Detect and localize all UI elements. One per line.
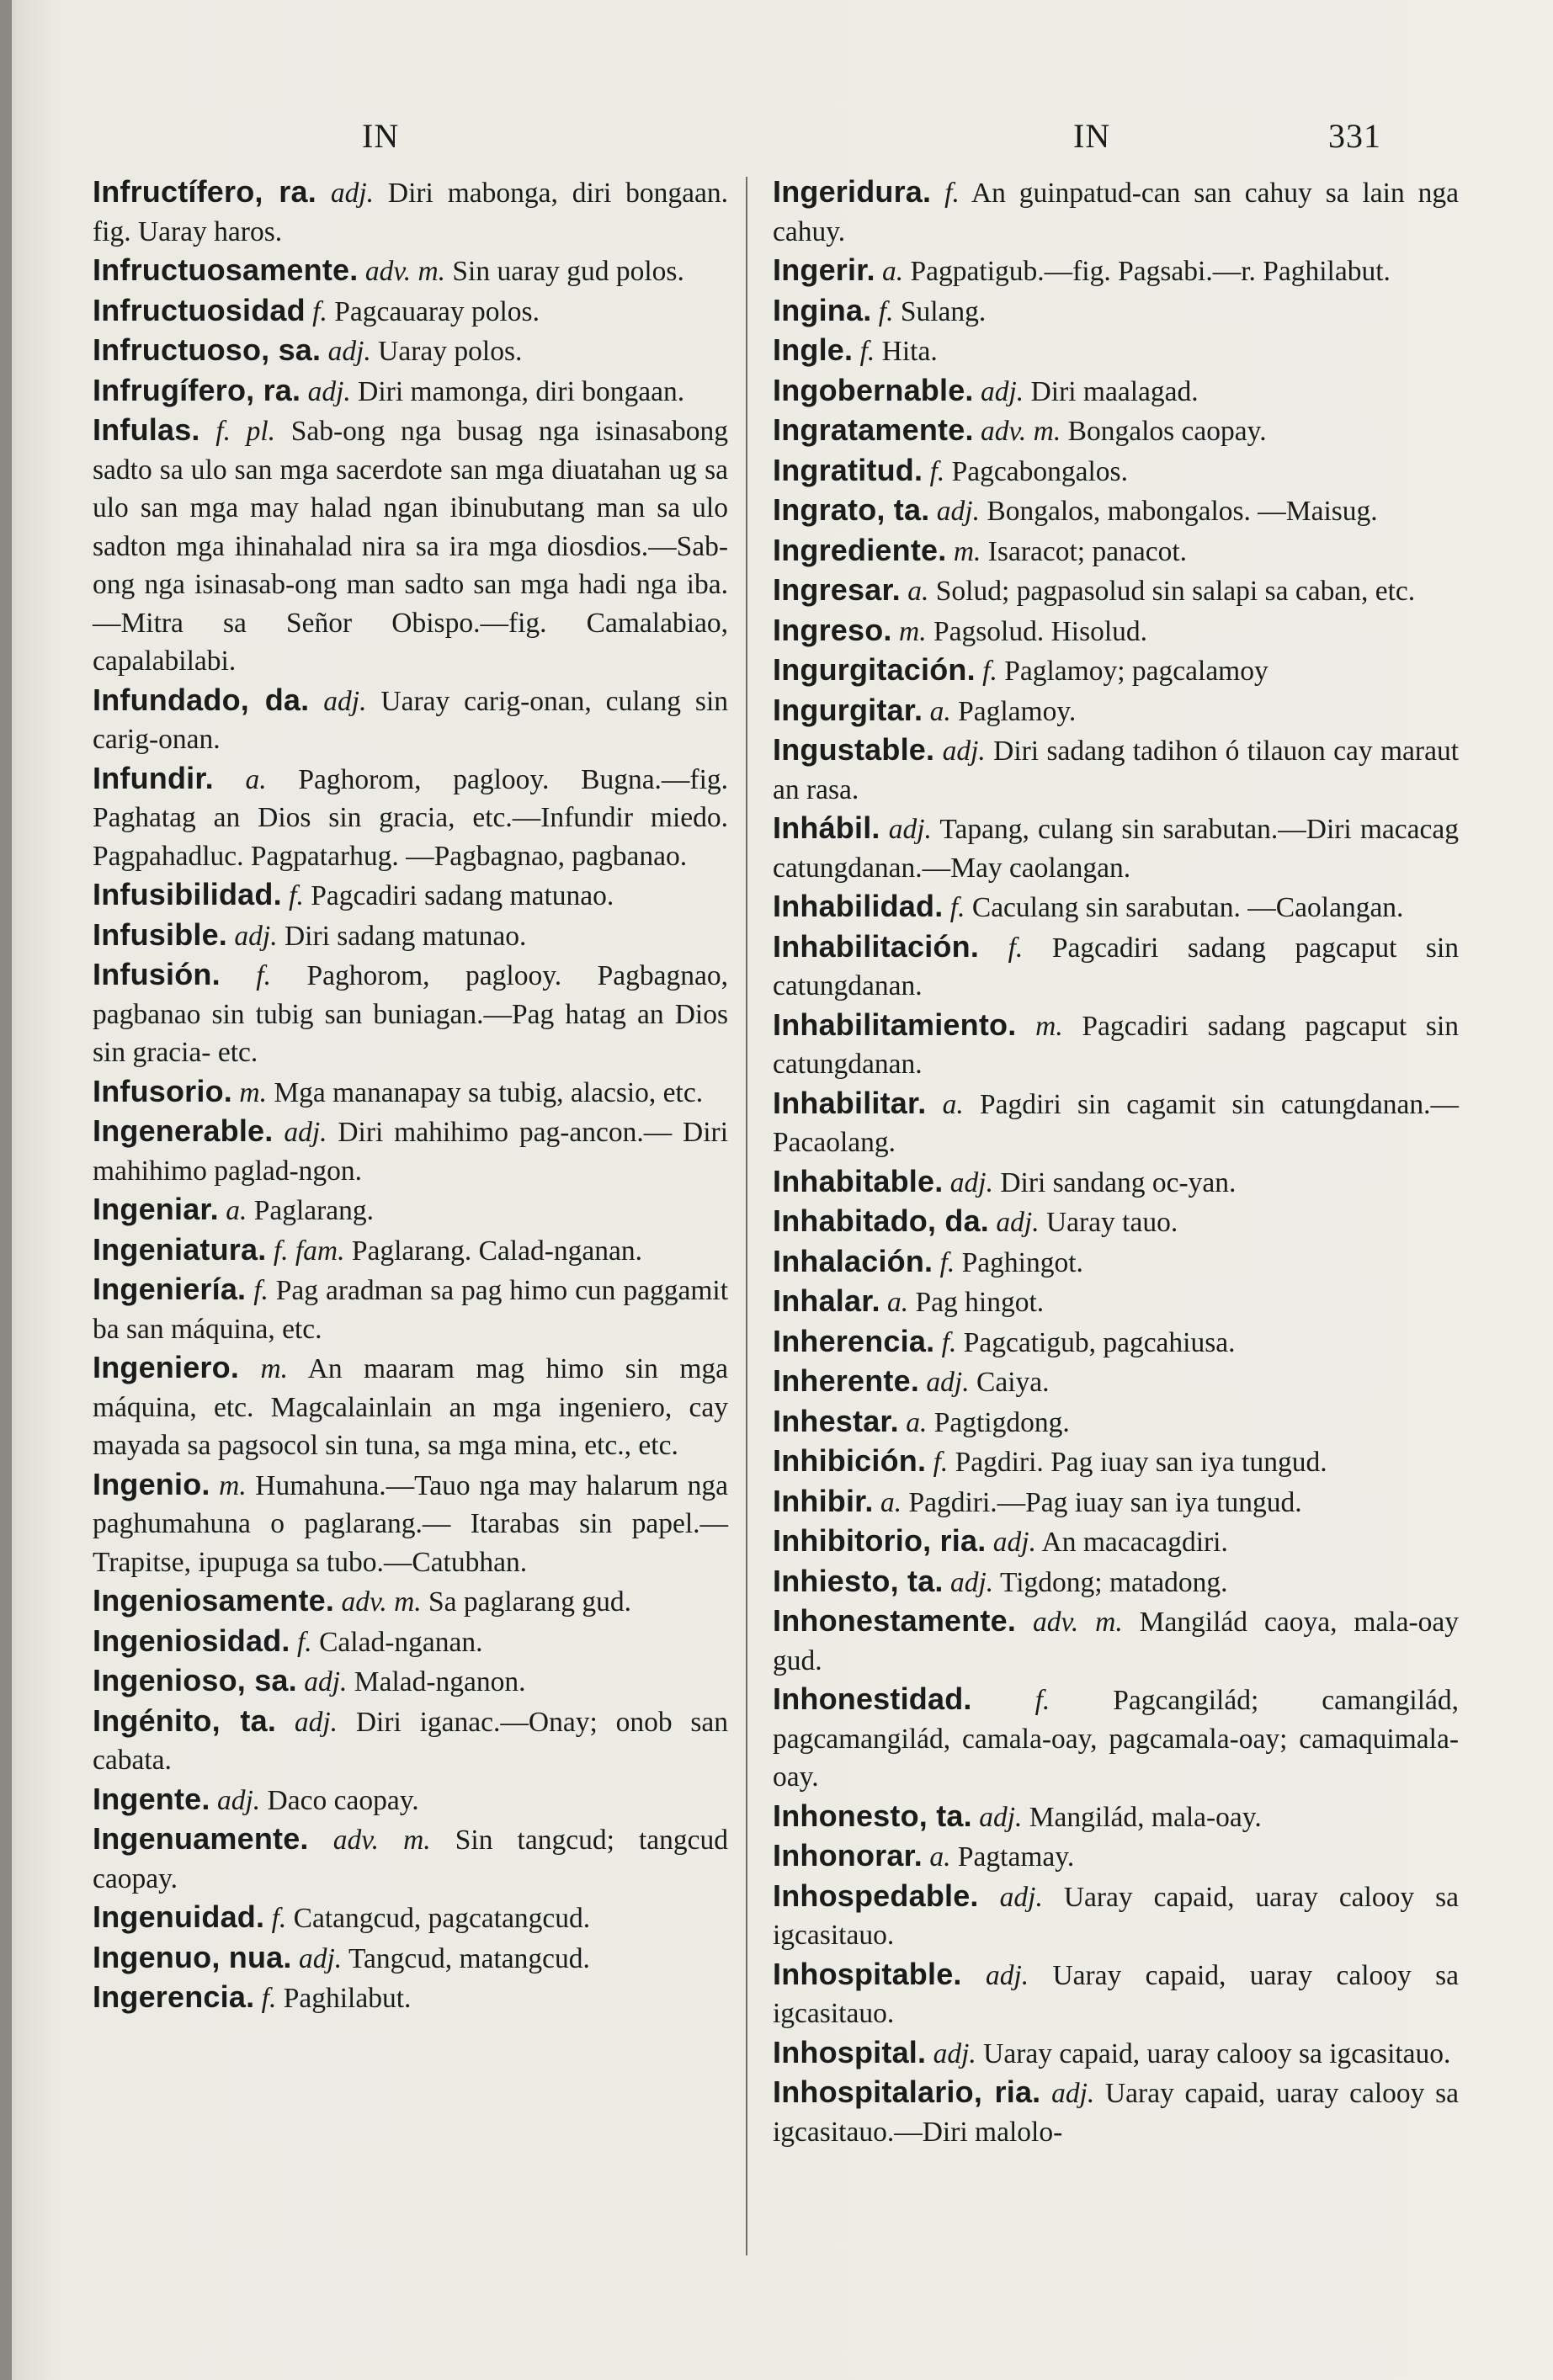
entry-definition: Pagdiri sin cagamit sin catungdanan.—Pacaolang. — [773, 1088, 1459, 1158]
entry-headword: Inhestar. — [773, 1403, 899, 1438]
entry-grammar-tag: f. — [256, 960, 271, 991]
dictionary-entry — [773, 1797, 1459, 1837]
entry-grammar-tag: adj. — [942, 736, 986, 767]
dictionary-entry — [773, 927, 1459, 1006]
entry-definition: Paglarang. — [253, 1195, 375, 1226]
dictionary-entry — [773, 1084, 1459, 1162]
entry-grammar-tag: f. — [312, 295, 327, 327]
dictionary-entry — [93, 1820, 728, 1898]
entry-grammar-tag: a. — [245, 763, 267, 795]
entry-headword: Ingeniero. — [93, 1350, 240, 1384]
entry-grammar-tag: a. — [906, 1406, 928, 1438]
dictionary-entry — [773, 1006, 1459, 1084]
entry-headword: Ingente. — [93, 1781, 210, 1816]
entry-grammar-tag: adj. — [323, 685, 367, 717]
entry-headword: Ingurgitar. — [773, 692, 923, 727]
entry-grammar-tag: adj. — [307, 375, 351, 407]
dictionary-entry — [93, 1780, 728, 1820]
entry-definition: Paghorom, paglooy. Bugna.—fig. Paghatag an Dios sin gracia, etc.—Infundir miedo. Pagpahadluc. Pagpatarhug. —Pagbagnao, pagbanao. — [93, 763, 729, 872]
entry-grammar-tag: f. fam. — [273, 1235, 345, 1267]
entry-headword: Inhospitable. — [773, 1956, 962, 1991]
dictionary-entry — [773, 1282, 1459, 1322]
entry-definition: Calad-nganan. — [319, 1626, 483, 1658]
right-running-head: IN — [1073, 117, 1111, 155]
entry-grammar-tag: adv. m. — [981, 416, 1061, 447]
entry-grammar-tag: f. — [289, 880, 304, 911]
entry-definition: Pag aradman sa pag himo cun paggamit ba san máquina, etc. — [93, 1275, 729, 1345]
entry-definition: Pagcatigub, pagcahiusa. — [963, 1326, 1236, 1358]
entry-grammar-tag: m. — [899, 615, 927, 647]
entry-grammar-tag: f. — [261, 1983, 277, 2014]
entry-grammar-tag: adj. — [996, 1207, 1040, 1238]
entry-headword: Ingerencia. — [93, 1979, 255, 2014]
entry-headword: Ingeniar. — [93, 1192, 219, 1226]
entry-headword: Infructuosidad — [93, 292, 306, 327]
entry-grammar-tag: f. — [859, 336, 875, 367]
entry-headword: Inhonestamente. — [773, 1603, 1017, 1638]
entry-grammar-tag: f. — [1008, 932, 1024, 964]
dictionary-entry — [773, 1322, 1459, 1363]
entry-definition: Uaray tauo. — [1045, 1207, 1178, 1238]
dictionary-entry — [773, 809, 1459, 887]
dictionary-entry — [93, 1581, 728, 1622]
dictionary-entry — [773, 611, 1459, 651]
entry-grammar-tag: adj. — [949, 1166, 993, 1198]
dictionary-entry — [773, 331, 1459, 371]
entry-headword: Inhibición. — [773, 1443, 927, 1478]
entry-definition: Diri sadang matunao. — [284, 920, 527, 952]
entry-definition: Pagcadiri sadang pagcaput sin catungdanan. — [773, 1010, 1460, 1080]
dictionary-entry — [93, 1112, 728, 1190]
dictionary-entry — [93, 291, 728, 332]
entry-definition: Pagdiri. Pag iuay san iya tungud. — [955, 1447, 1327, 1478]
left-running-head: IN — [362, 117, 400, 155]
entry-headword: Infructífero, ra. — [93, 174, 316, 209]
entry-headword: Infusible. — [93, 916, 228, 952]
dictionary-entry — [93, 371, 728, 412]
entry-definition: Paglamoy. — [958, 695, 1077, 727]
dictionary-entry — [93, 1898, 728, 1938]
entry-definition: Pagcabongalos. — [951, 455, 1128, 487]
entry-definition: Uaray capaid, uaray calooy sa igcasitauo.—Diri malolo- — [773, 2078, 1459, 2148]
dictionary-entry — [773, 571, 1459, 611]
entry-definition: Diri mamonga, diri bongaan. — [358, 375, 685, 407]
entry-grammar-tag: m. — [219, 1469, 247, 1501]
column-divider — [746, 177, 747, 2255]
entry-grammar-tag: adj. — [936, 496, 980, 527]
entry-definition: Tigdong; matadong. — [999, 1566, 1228, 1598]
entry-headword: Infusión. — [93, 957, 221, 991]
entry-grammar-tag: f. — [271, 1903, 287, 1934]
book-spine-shadow — [0, 0, 12, 2380]
entry-definition: Sin uaray gud polos. — [452, 256, 684, 287]
dictionary-entry — [93, 331, 728, 371]
entry-definition: Pagtamay. — [957, 1841, 1075, 1873]
dictionary-entry — [773, 2033, 1459, 2074]
entry-grammar-tag: adj. — [888, 814, 932, 845]
dictionary-entry — [773, 1162, 1459, 1203]
dictionary-entry — [773, 371, 1459, 412]
entry-definition: Tangcud, matangcud. — [348, 1942, 590, 1974]
entry-grammar-tag: adj. — [304, 1666, 348, 1697]
entry-definition: Sa paglarang gud. — [428, 1586, 631, 1618]
dictionary-entry — [93, 173, 728, 251]
entry-definition: Pagdiri.—Pag iuay san iya tungud. — [908, 1486, 1302, 1518]
entry-grammar-tag: adj. — [327, 336, 371, 367]
dictionary-entry — [93, 1190, 728, 1230]
entry-headword: Ingresar. — [773, 572, 901, 607]
entry-definition: Diri sadang tadihon ó tilauon cay maraut an rasa. — [773, 736, 1460, 805]
entry-headword: Infundir. — [93, 760, 214, 795]
entry-headword: Ingenioso, sa. — [93, 1663, 297, 1697]
dictionary-entry — [93, 916, 728, 956]
dictionary-entry — [773, 173, 1459, 251]
entry-headword: Inhospitalario, ria. — [773, 2075, 1041, 2109]
dictionary-entry — [773, 411, 1459, 451]
entry-definition: Mangilád caoya, mala-oay gud. — [773, 1607, 1459, 1676]
entry-definition: Paglamoy; pagcalamoy — [1004, 656, 1268, 687]
entry-grammar-tag: adj. — [926, 1367, 970, 1398]
dictionary-entry — [773, 1602, 1459, 1680]
entry-headword: Inhabilitamiento. — [773, 1007, 1017, 1042]
entry-definition: Sab-ong nga busag nga isinasabong sadto sa ulo san mga sacerdote san mga diuatahan ug sa ulo san mga may halad ngan ibinubutang man sa ulo sadton mga ihinahalad nira sa ira mga diosdios.—Sab-ong nga isinasab-ong man sadto san mga hadi nga iba.—Mitra sa Señor Obispo.—fig. Camalabiao, capalabilabi. — [93, 416, 729, 677]
dictionary-entry — [773, 1242, 1459, 1283]
dictionary-entry — [93, 1661, 728, 1702]
entry-headword: Infructuoso, sa. — [93, 332, 322, 367]
left-column — [93, 173, 728, 2018]
entry-grammar-tag: adj. — [992, 1527, 1036, 1558]
entry-headword: Ingenuamente. — [93, 1821, 309, 1856]
entry-grammar-tag: f. — [949, 892, 965, 923]
entry-definition: Uaray capaid, uaray calooy sa igcasitauo. — [773, 1881, 1460, 1951]
entry-headword: Ingreso. — [773, 612, 892, 647]
dictionary-entry — [773, 1402, 1459, 1442]
entry-headword: Infructuosamente. — [93, 252, 359, 287]
dictionary-entry — [773, 491, 1459, 531]
right-column — [773, 173, 1459, 2151]
entry-grammar-tag: a. — [887, 1287, 909, 1318]
entry-headword: Ingenuo, nua. — [93, 1939, 292, 1974]
entry-grammar-tag: a. — [929, 1841, 951, 1873]
entry-headword: Ingratitud. — [773, 452, 923, 487]
entry-definition: Isaracot; panacot. — [987, 535, 1187, 567]
entry-definition: Diri iganac.—Onay; onob san cabata. — [93, 1706, 729, 1776]
entry-definition: Hita. — [881, 336, 938, 367]
entry-headword: Infrugífero, ra. — [93, 372, 301, 407]
entry-grammar-tag: f. pl. — [215, 416, 276, 447]
entry-headword: Inhonestidad. — [773, 1681, 972, 1716]
entry-headword: Inhonesto, ta. — [773, 1798, 972, 1833]
dictionary-entry — [93, 1978, 728, 2018]
entry-definition: Bongalos caopay. — [1067, 416, 1267, 447]
dictionary-entry — [773, 1562, 1459, 1602]
entry-grammar-tag: a. — [907, 576, 929, 607]
dictionary-entry — [773, 1955, 1459, 2033]
entry-definition: An macacagdiri. — [1041, 1527, 1228, 1558]
entry-grammar-tag: a. — [942, 1088, 964, 1120]
entry-headword: Inhospedable. — [773, 1878, 979, 1913]
dictionary-entry — [773, 691, 1459, 731]
dictionary-entry — [773, 531, 1459, 571]
entry-grammar-tag: adj. — [933, 2037, 976, 2069]
entry-headword: Infulas. — [93, 412, 200, 447]
entry-grammar-tag: a. — [880, 1486, 902, 1518]
dictionary-entry — [773, 887, 1459, 927]
dictionary-entry — [93, 759, 728, 876]
entry-definition: Tapang, culang sin sarabutan.—Diri macacag catungdanan.—May caolangan. — [773, 814, 1459, 884]
dictionary-entry — [773, 651, 1459, 691]
entry-headword: Inhibitorio, ria. — [773, 1523, 987, 1558]
entry-definition: Diri maalagad. — [1030, 375, 1199, 407]
entry-definition: Daco caopay. — [267, 1784, 419, 1816]
entry-definition: Diri mabonga, diri bongaan. fig. Uaray haros. — [93, 178, 728, 247]
entry-definition: An maaram mag himo sin mga máquina, etc. Magcalainlain an mga ingeniero, cay mayada sa pagsocol sin tuna, sa mga mina, etc., etc. — [93, 1353, 728, 1461]
entry-grammar-tag: m. — [953, 535, 981, 567]
entry-grammar-tag: adj. — [216, 1784, 261, 1816]
dictionary-entry — [773, 251, 1459, 291]
entry-definition: Uaray carig-onan, culang sin carig-onan. — [93, 685, 729, 755]
entry-headword: Ingeniosamente. — [93, 1583, 335, 1618]
entry-grammar-tag: m. — [260, 1353, 289, 1384]
entry-definition: Sulang. — [900, 295, 987, 327]
entry-headword: Inhalar. — [773, 1283, 880, 1318]
entry-definition: Pagcauaray polos. — [334, 295, 540, 327]
entry-headword: Ingerir. — [773, 252, 875, 287]
entry-headword: Ingrediente. — [773, 532, 947, 567]
entry-headword: Inherente. — [773, 1363, 920, 1398]
entry-grammar-tag: adj. — [999, 1881, 1043, 1913]
entry-grammar-tag: f. — [939, 1246, 955, 1278]
dictionary-entry — [773, 1522, 1459, 1562]
entry-grammar-tag: f. — [982, 656, 997, 687]
entry-headword: Ingina. — [773, 292, 872, 327]
entry-definition: Paghingot. — [961, 1246, 1083, 1278]
entry-headword: Ingobernable. — [773, 372, 974, 407]
entry-headword: Inhonorar. — [773, 1838, 923, 1873]
entry-definition: An guinpatud-can san cahuy sa lain nga cahuy. — [773, 178, 1460, 247]
entry-grammar-tag: adj. — [298, 1942, 343, 1974]
dictionary-entry — [93, 1072, 728, 1113]
entry-grammar-tag: adv. m. — [1032, 1607, 1123, 1638]
dictionary-entry — [93, 875, 728, 916]
entry-headword: Infusorio. — [93, 1073, 232, 1108]
entry-headword: Inherencia. — [773, 1323, 935, 1358]
entry-headword: Ingeniatura. — [93, 1231, 267, 1267]
entry-headword: Ingrato, ta. — [773, 492, 930, 527]
dictionary-entry — [773, 1482, 1459, 1522]
entry-definition: Solud; pagpasolud sin salapi sa caban, etc. — [935, 576, 1416, 607]
entry-grammar-tag: f. — [297, 1626, 312, 1658]
entry-headword: Inhabilitación. — [773, 928, 980, 964]
entry-definition: Sin tangcud; tangcud caopay. — [93, 1825, 729, 1894]
entry-headword: Inhospital. — [773, 2034, 927, 2069]
dictionary-entry — [93, 411, 728, 681]
entry-definition: Bongalos, mabongalos. —Maisug. — [987, 496, 1378, 527]
dictionary-entry — [773, 1442, 1459, 1482]
entry-definition: Mga mananapay sa tubig, alacsio, etc. — [274, 1076, 704, 1108]
dictionary-entry — [773, 2073, 1459, 2151]
dictionary-entry — [93, 1622, 728, 1662]
entry-definition: Caiya. — [976, 1367, 1050, 1398]
dictionary-entry — [93, 251, 728, 291]
entry-grammar-tag: m. — [1035, 1010, 1063, 1042]
entry-definition: Paglarang. Calad-nganan. — [351, 1235, 642, 1267]
entry-definition: Malad-nganon. — [354, 1666, 526, 1697]
entry-grammar-tag: f. — [929, 455, 945, 487]
entry-headword: Inhabitable. — [773, 1163, 944, 1198]
entry-headword: Inhabilitar. — [773, 1085, 927, 1120]
entry-definition: Pagtigdong. — [933, 1406, 1070, 1438]
entry-headword: Ingeniería. — [93, 1272, 247, 1306]
dictionary-entry — [93, 681, 728, 759]
entry-grammar-tag: adj. — [234, 920, 278, 952]
dictionary-entry — [773, 1836, 1459, 1877]
entry-grammar-tag: a. — [882, 256, 904, 287]
entry-headword: Ingurgitación. — [773, 652, 976, 687]
entry-headword: Inhalación. — [773, 1243, 933, 1278]
entry-grammar-tag: adj. — [294, 1706, 338, 1738]
entry-grammar-tag: a. — [929, 695, 951, 727]
dictionary-entry — [773, 291, 1459, 332]
entry-headword: Ingustable. — [773, 732, 935, 767]
entry-grammar-tag: adj. — [1051, 2078, 1095, 2109]
entry-grammar-tag: f. — [933, 1447, 949, 1478]
entry-definition: Pag hingot. — [915, 1287, 1045, 1318]
entry-definition: Pagcadiri sadang matunao. — [311, 880, 614, 911]
entry-grammar-tag: f. — [253, 1275, 269, 1306]
entry-definition: Diri sandang oc-yan. — [1000, 1166, 1237, 1198]
dictionary-entry — [93, 1270, 728, 1348]
entry-headword: Inhábil. — [773, 810, 880, 845]
entry-headword: Ingratamente. — [773, 412, 974, 447]
entry-grammar-tag: adv. m. — [332, 1825, 431, 1856]
entry-definition: Pagpatigub.—fig. Pagsabi.—r. Paghilabut. — [910, 256, 1391, 287]
entry-definition: Caculang sin sarabutan. —Caolangan. — [971, 892, 1404, 923]
page-number: 331 — [1328, 117, 1381, 155]
entry-grammar-tag: adj. — [979, 1801, 1023, 1833]
entry-grammar-tag: f. — [944, 178, 960, 209]
entry-headword: Ingénito, ta. — [93, 1703, 277, 1738]
entry-headword: Ingle. — [773, 332, 854, 367]
entry-headword: Inhabitado, da. — [773, 1203, 990, 1238]
dictionary-entry — [773, 451, 1459, 491]
dictionary-entry — [773, 1362, 1459, 1402]
entry-definition: Paghilabut. — [283, 1983, 412, 2014]
entry-headword: Infusibilidad. — [93, 877, 282, 911]
dictionary-entry — [773, 1877, 1459, 1955]
entry-definition: Uaray capaid, uaray calooy sa igcasitauo. — [773, 1959, 1459, 2029]
entry-headword: Ingenio. — [93, 1466, 210, 1501]
dictionary-entry — [93, 1348, 728, 1465]
entry-definition: Paghorom, paglooy. Pagbagnao, pagbanao sin tubig san buniagan.—Pag hatag an Dios sin gracia- etc. — [93, 960, 729, 1068]
entry-headword: Ingenerable. — [93, 1113, 274, 1148]
entry-headword: Ingeniosidad. — [93, 1623, 290, 1658]
entry-grammar-tag: adv. m. — [341, 1586, 422, 1618]
entry-grammar-tag: adj. — [985, 1959, 1029, 1991]
entry-grammar-tag: adj. — [981, 375, 1024, 407]
entry-definition: Pagcadiri sadang pagcaput sin catungdanan. — [773, 932, 1460, 1001]
entry-grammar-tag: adj. — [284, 1117, 327, 1148]
dictionary-entry — [93, 1702, 728, 1780]
entry-headword: Ingenuidad. — [93, 1899, 265, 1934]
entry-grammar-tag: adv. m. — [364, 256, 446, 287]
entry-grammar-tag: adj. — [330, 178, 374, 209]
entry-grammar-tag: m. — [239, 1076, 267, 1108]
entry-grammar-tag: f. — [878, 295, 894, 327]
entry-definition: Uaray polos. — [378, 336, 523, 367]
entry-grammar-tag: f. — [941, 1326, 957, 1358]
entry-grammar-tag: adj. — [950, 1566, 994, 1598]
entry-headword: Inhiesto, ta. — [773, 1563, 944, 1598]
dictionary-entry — [773, 1680, 1459, 1797]
dictionary-entry — [773, 1202, 1459, 1242]
dictionary-entry — [93, 1938, 728, 1979]
entry-definition: Pagsolud. Hisolud. — [933, 615, 1148, 647]
entry-definition: Mangilád, mala-oay. — [1029, 1801, 1262, 1833]
entry-definition: Diri mahihimo pag-ancon.— Diri mahihimo paglad-ngon. — [93, 1117, 729, 1187]
entry-grammar-tag: a. — [226, 1195, 247, 1226]
entry-headword: Ingeridura. — [773, 174, 932, 209]
entry-headword: Infundado, da. — [93, 682, 310, 717]
entry-definition: Uaray capaid, uaray calooy sa igcasitauo. — [983, 2037, 1451, 2069]
entry-headword: Inhibir. — [773, 1483, 874, 1518]
dictionary-entry — [93, 1465, 728, 1582]
dictionary-entry — [93, 1230, 728, 1271]
entry-grammar-tag: f. — [1034, 1685, 1050, 1716]
dictionary-entry — [93, 955, 728, 1072]
entry-headword: Inhabilidad. — [773, 889, 944, 923]
dictionary-entry — [773, 730, 1459, 809]
entry-definition: Catangcud, pagcatangcud. — [293, 1903, 591, 1934]
entry-definition: Pagcangilád; camangilád, pagcamangilád, camala-oay, pagcamala-oay; camaquimala-oay. — [773, 1685, 1459, 1793]
entry-definition: Humahuna.—Tauo nga may halarum nga paghumahuna o paglarang.— Itarabas sin papel.—Trapitse, ipupuga sa tubo.—Catubhan. — [93, 1469, 729, 1578]
